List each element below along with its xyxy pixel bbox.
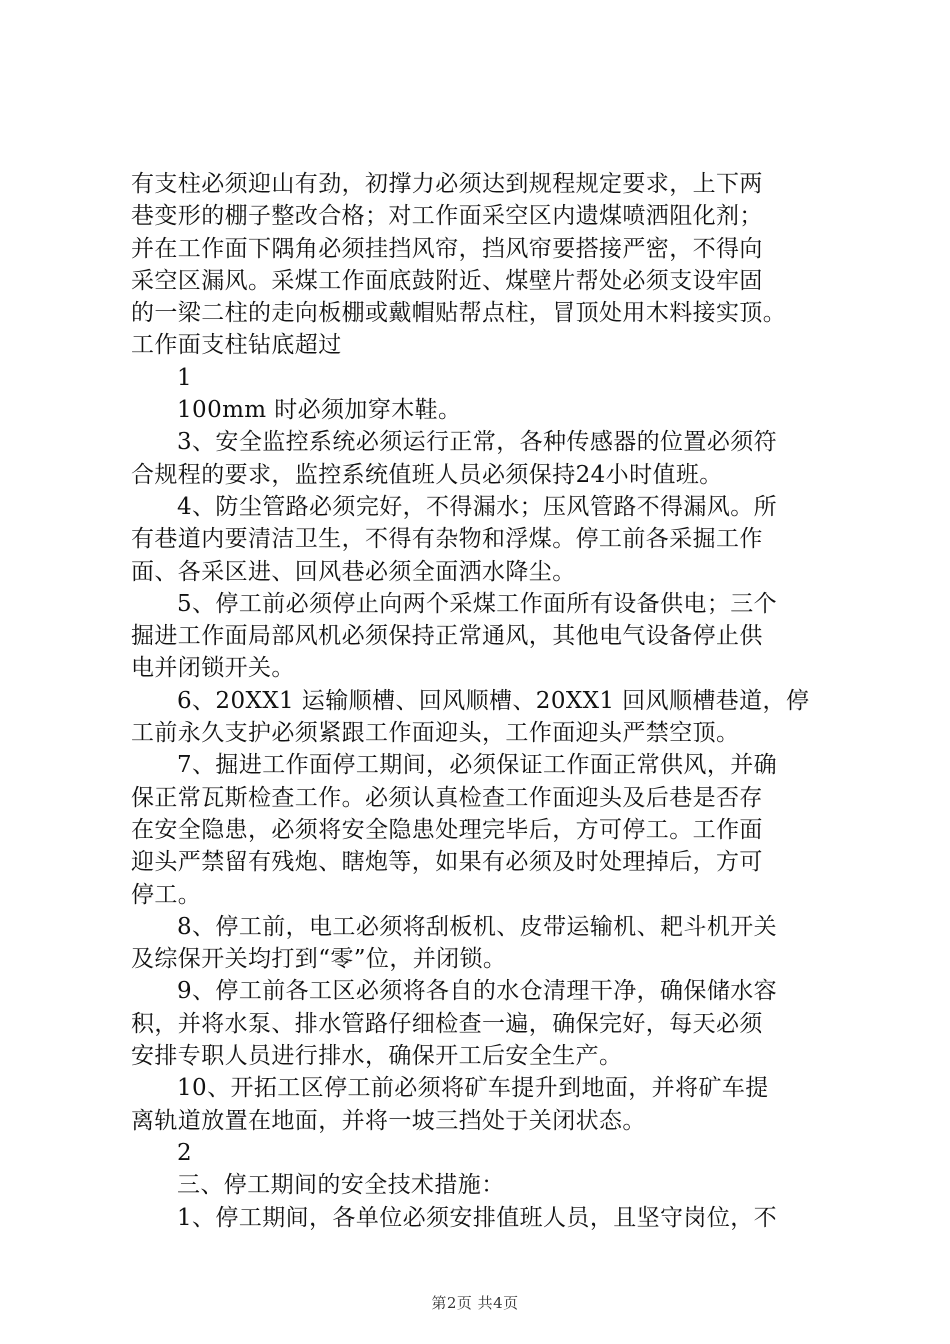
- text-line: 保正常瓦斯检查工作。必须认真检查工作面迎头及后巷是否存: [131, 784, 763, 811]
- text-line: 面、各采区进、回风巷必须全面洒水降尘。: [131, 558, 576, 585]
- document-body: [131, 168, 836, 1234]
- text-line: 的一梁二柱的走向板棚或戴帽贴帮点柱，冒顶处用木料接实顶。: [131, 300, 787, 327]
- text-line: 工作面支柱钻底超过: [131, 332, 342, 359]
- page-footer: 第2页 共4页: [431, 1294, 519, 1312]
- text-line: 在安全隐患，必须将安全隐患处理完毕后，方可停工。工作面: [131, 816, 763, 843]
- text-line: 工前永久支护必须紧跟工作面迎头，工作面迎头严禁空顶。: [131, 720, 740, 747]
- text-line: 并在工作面下隅角必须挂挡风帘，挡风帘要搭接严密，不得向: [131, 235, 763, 262]
- text-line: 积，并将水泵、排水管路仔细检查一遍，确保完好，每天必须: [131, 1010, 763, 1037]
- text-line: 采空区漏风。采煤工作面底鼓附近、煤壁片帮处必须支设牢固: [131, 267, 763, 294]
- text-line: 9、停工前各工区必须将各自的水仓清理干净，确保储水容: [177, 978, 778, 1005]
- text-line: 有支柱必须迎山有劲，初撑力必须达到规程规定要求，上下两: [131, 171, 763, 197]
- text-line: 离轨道放置在地面，并将一坡三挡处于关闭状态。: [131, 1107, 646, 1134]
- text-line: 8、停工前，电工必须将刮板机、皮带运输机、耙斗机开关: [177, 913, 778, 940]
- text-line: 迎头严禁留有残炮、瞎炮等，如果有必须及时处理掉后，方可: [131, 849, 763, 876]
- text-line: 7、掘进工作面停工期间，必须保证工作面正常供风，并确: [177, 752, 778, 779]
- text-line: 电并闭锁开关。: [131, 655, 295, 682]
- text-line: 1、停工期间，各单位必须安排值班人员，且坚守岗位，不: [177, 1204, 778, 1231]
- text-line: 停工。: [131, 881, 202, 908]
- text-line: 巷变形的棚子整改合格；对工作面采空区内遗煤喷洒阻化剂；: [131, 203, 763, 230]
- text-line: 三、停工期间的安全技术措施：: [177, 1172, 505, 1199]
- text-line: 及综保开关均打到“零”位，并闭锁。: [131, 946, 507, 973]
- text-line: 100mm 时必须加穿木鞋。: [177, 397, 462, 424]
- text-line: 掘进工作面局部风机必须保持正常通风，其他电气设备停止供: [131, 623, 763, 650]
- text-line: 6、20XX1 运输顺槽、回风顺槽、20XX1 回风顺槽巷道，停: [177, 687, 810, 714]
- text-line: 10、开拓工区停工前必须将矿车提升到地面，并将矿车提: [177, 1075, 769, 1102]
- text-line: 合规程的要求，监控系统值班人员必须保持24小时值班。: [131, 461, 723, 488]
- text-line: 安排专职人员进行排水，确保开工后安全生产。: [131, 1043, 623, 1070]
- text-line: 5、停工前必须停止向两个采煤工作面所有设备供电；三个: [177, 590, 778, 617]
- text-line: 有巷道内要清洁卫生，不得有杂物和浮煤。停工前各采掘工作: [131, 526, 763, 553]
- text-line: 3、安全监控系统必须运行正常，各种传感器的位置必须符: [177, 429, 778, 456]
- text-line: 1: [177, 364, 193, 391]
- text-line: 2: [177, 1139, 193, 1166]
- text-line: 4、防尘管路必须完好，不得漏水；压风管路不得漏风。所: [177, 493, 778, 520]
